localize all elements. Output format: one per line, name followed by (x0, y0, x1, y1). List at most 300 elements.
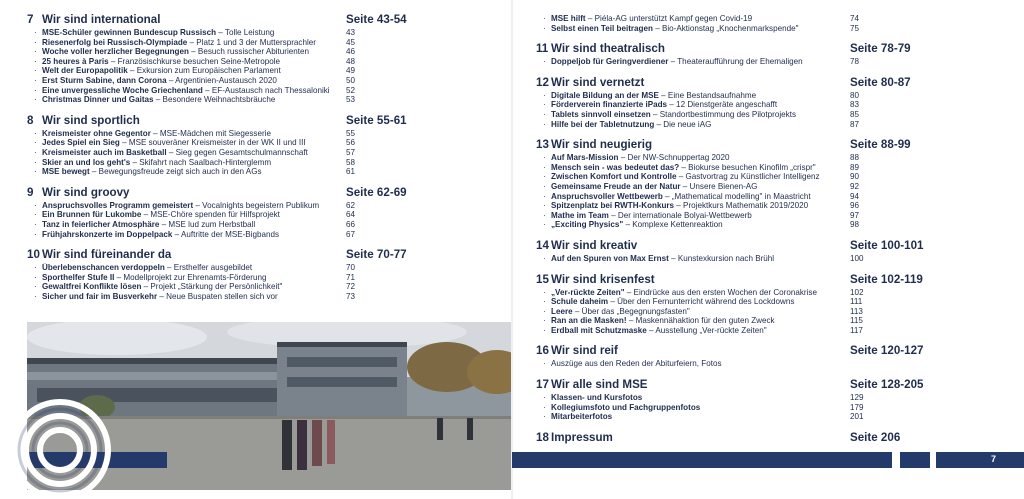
toc-entry[interactable] (536, 91, 916, 101)
entry-page-number: 87 (850, 119, 860, 129)
entry-text (42, 282, 346, 292)
entry-subtitle: – Die neue iAG (654, 119, 712, 129)
entry-title: Doppeljob für Geringverdiener (551, 57, 669, 67)
entry-page-number: 46 (346, 47, 356, 57)
entry-title: Spitzenplatz bei RWTH-Konkurs (551, 201, 675, 211)
entry-title: Woche voller herzlicher Begegnungen (42, 47, 189, 57)
section-pages: Seite 120-127 (850, 344, 924, 358)
toc-section (536, 137, 916, 230)
entry-title: Welt der Europapolitik (42, 66, 128, 76)
entry-page-number: 100 (850, 253, 864, 263)
entry-text (42, 38, 346, 48)
toc-entry[interactable] (536, 110, 916, 120)
entry-page-number: 70 (346, 263, 356, 273)
entry-text (42, 28, 346, 38)
bullet-icon: · (543, 253, 546, 263)
toc-section (27, 247, 412, 301)
bullet-icon: · (34, 263, 37, 273)
section-title: Wir sind neugierig (551, 138, 653, 152)
bullet-icon: · (543, 325, 546, 335)
entry-title: Kollegiumsfoto und Fachgruppenfotos (551, 402, 701, 412)
entry-title: Förderverein finanzierte iPads (551, 100, 668, 110)
bullet-icon: · (543, 359, 546, 369)
toc-entry[interactable] (27, 66, 412, 76)
entry-subtitle: – Ersthelfer ausgebildet (164, 263, 253, 273)
section-number: 10 (27, 248, 40, 262)
entry-page-number: 94 (850, 191, 860, 201)
toc-entry[interactable] (536, 254, 916, 264)
entry-page-number: 83 (850, 100, 860, 110)
bullet-icon: · (34, 210, 37, 220)
bullet-icon: · (543, 90, 546, 100)
entry-title: Digitale Bildung an der MSE (551, 90, 659, 100)
section-number: 16 (536, 344, 549, 358)
entry-title: Eine unvergessliche Woche Griechenland (42, 85, 203, 95)
bullet-icon: · (34, 272, 37, 282)
toc-section (27, 12, 412, 105)
entry-page-number: 102 (850, 287, 864, 297)
section-number: 8 (27, 113, 34, 127)
toc-entry[interactable] (536, 153, 916, 163)
toc-entry[interactable] (536, 403, 916, 413)
bullet-icon: · (34, 138, 37, 148)
entry-subtitle: – Komplexe Kettenreaktion (623, 220, 723, 230)
toc-entry[interactable] (27, 292, 412, 302)
section-heading (536, 41, 916, 57)
right-toc (536, 14, 924, 454)
entry-title: MSE hilft (551, 14, 586, 23)
toc-entry[interactable] (536, 297, 916, 307)
entry-subtitle: – Sieg gegen Gesamtschulmannschaft (166, 147, 308, 157)
entry-page-number: 56 (346, 138, 356, 148)
entry-page-number: 61 (346, 167, 356, 177)
bullet-icon: · (543, 172, 546, 182)
toc-entry[interactable] (27, 210, 412, 220)
entry-text (551, 100, 850, 110)
entry-title: Gewaltfrei Konflikte lösen (42, 282, 142, 292)
footer-bar-folio (936, 452, 1024, 468)
entry-title: MSE bewegt (42, 167, 90, 177)
toc-entry[interactable] (27, 282, 412, 292)
section-heading (27, 247, 412, 263)
section-pages: Seite 80-87 (850, 75, 911, 89)
bullet-icon: · (543, 14, 546, 23)
entry-title: Erst Sturm Sabine, dann Corona (42, 75, 167, 85)
entry-text (42, 167, 346, 177)
toc-entry[interactable] (27, 263, 412, 273)
entry-page-number: 89 (850, 162, 860, 172)
section-pages: Seite 100-101 (850, 238, 924, 252)
entry-text (42, 86, 346, 96)
entry-title: Mathe im Team (551, 210, 609, 220)
bullet-icon: · (34, 28, 37, 37)
section-title: Wir sind krisenfest (551, 272, 655, 286)
entry-title: Auf Mars-Mission (551, 153, 619, 163)
entry-page-number: 117 (850, 325, 863, 335)
entry-page-number: 97 (850, 210, 860, 220)
entry-text (551, 172, 850, 182)
entry-text (551, 220, 850, 230)
section-number: 15 (536, 272, 549, 286)
section-pages: Seite 43-54 (346, 13, 407, 26)
toc-entry[interactable] (536, 24, 916, 34)
section-pages: Seite 88-99 (850, 138, 911, 152)
entry-title: 25 heures à Paris (42, 56, 109, 66)
toc-entry[interactable] (27, 273, 412, 283)
toc-section (536, 272, 923, 336)
section-number: 11 (536, 42, 549, 56)
toc-section (536, 343, 924, 369)
entry-page-number: 111 (850, 297, 863, 307)
entry-title: Frühjahrskonzerte im Doppelpack (42, 229, 173, 239)
entry-page-number: 62 (346, 200, 356, 210)
toc-entry[interactable] (536, 220, 916, 230)
entry-text (551, 192, 850, 202)
entry-subtitle: – Piéla-AG unterstützt Kampf gegen Covid-19 (585, 14, 753, 23)
section-heading (536, 343, 924, 359)
bullet-icon: · (34, 66, 37, 76)
section-heading (536, 377, 924, 393)
toc-entry[interactable] (536, 163, 916, 173)
entry-title: Mensch sein - was bedeutet das? (551, 162, 680, 172)
entry-text (551, 288, 850, 298)
entry-title: Selbst einen Teil beitragen (551, 23, 653, 33)
bullet-icon: · (34, 85, 37, 95)
bullet-icon: · (34, 229, 37, 239)
entry-page-number: 58 (346, 157, 356, 167)
entry-page-number: 49 (346, 66, 356, 76)
right-page (512, 0, 1024, 499)
entry-text (551, 91, 850, 101)
entry-page-number: 57 (346, 147, 356, 157)
entry-title: Auf den Spuren von Max Ernst (551, 253, 669, 263)
entry-subtitle: – Französischkurse besuchen Seine-Metropole (108, 56, 281, 66)
toc-section (27, 113, 412, 177)
entry-subtitle: – Eine Bestandsaufnahme (658, 90, 757, 100)
entry-subtitle: – Ausstellung „Ver-rückte Zeiten" (646, 325, 767, 335)
toc-entry[interactable] (27, 28, 412, 38)
bullet-icon: · (543, 181, 546, 191)
entry-page-number: 78 (850, 57, 860, 67)
entry-title: Tablets sinnvoll einsetzen (551, 109, 651, 119)
section-number: 18 (536, 430, 549, 444)
entry-subtitle: – Platz 1 und 3 der Muttersprachler (187, 37, 316, 47)
bullet-icon: · (34, 282, 37, 292)
entry-text (551, 110, 850, 120)
bullet-icon: · (543, 316, 546, 326)
toc-entry[interactable] (536, 14, 916, 24)
toc-entry[interactable] (536, 307, 916, 317)
entry-subtitle: – Unsere Bienen-AG (680, 181, 758, 191)
bullet-icon: · (543, 191, 546, 201)
bullet-icon: · (34, 200, 37, 210)
entry-subtitle: – Besuch russischer Abiturienten (188, 47, 310, 57)
entry-text (551, 412, 850, 422)
entry-text (42, 263, 346, 273)
entry-subtitle: – Projekt „Stärkung der Persönlichkeit" (141, 282, 283, 292)
entry-page-number: 92 (850, 181, 860, 191)
section-title: Wir sind vernetzt (551, 75, 645, 89)
entry-subtitle: – Theateraufführung der Ehemaligen (668, 57, 803, 67)
entry-subtitle: – Über den Fernunterricht während des Lockdowns (608, 297, 795, 307)
section-heading (536, 238, 924, 254)
bullet-icon: · (543, 57, 546, 67)
entry-page-number: 113 (850, 306, 863, 316)
entry-text (42, 95, 346, 105)
left-toc (27, 12, 412, 309)
toc-entry[interactable] (536, 120, 916, 130)
entry-subtitle: – Tolle Leistung (216, 28, 275, 37)
entry-text (551, 297, 850, 307)
entry-text (551, 201, 850, 211)
toc-entry[interactable] (27, 167, 412, 177)
entry-text (42, 158, 346, 168)
entry-text (551, 307, 850, 317)
entry-text (42, 76, 346, 86)
toc-entry[interactable] (27, 230, 412, 240)
bullet-icon: · (34, 147, 37, 157)
section-heading (536, 137, 916, 153)
entry-page-number: 45 (346, 37, 356, 47)
entry-title: Jedes Spiel ein Sieg (42, 138, 120, 148)
entry-page-number: 90 (850, 172, 860, 182)
toc-entry[interactable] (536, 172, 916, 182)
entry-page-number: 72 (346, 282, 356, 292)
page-number: 7 (990, 454, 996, 464)
toc-entry[interactable] (536, 316, 916, 326)
toc-entry[interactable] (27, 201, 412, 211)
entry-subtitle: – Projektkurs Mathematik 2019/2020 (674, 201, 809, 211)
toc-entry[interactable] (27, 38, 412, 48)
entry-page-number: 64 (346, 210, 356, 220)
footer-bar-segment (900, 452, 930, 468)
section-pages: Seite 62-69 (346, 185, 407, 199)
bullet-icon: · (543, 119, 546, 129)
section-title: Wir alle sind MSE (551, 378, 648, 392)
entry-subtitle: – Bio-Aktionstag „Knochenmarkspende" (652, 23, 799, 33)
entry-subtitle: – Skifahrt nach Saalbach-Hinterglemm (130, 157, 272, 167)
toc-section (536, 377, 924, 422)
toc-entry[interactable] (536, 359, 916, 369)
toc-entry[interactable] (536, 100, 916, 110)
toc-entry[interactable] (536, 393, 916, 403)
entry-title: Christmas Dinner und Gaitas (42, 95, 154, 105)
section-title: Wir sind sportlich (42, 113, 140, 127)
entry-title: Mitarbeiterfotos (551, 412, 613, 422)
toc-entry[interactable] (536, 182, 916, 192)
toc-entry[interactable] (27, 158, 412, 168)
entry-text (42, 220, 346, 230)
entry-subtitle: – Eindrücke aus den ersten Wochen der Coronakrise (624, 287, 817, 297)
section-number: 12 (536, 75, 549, 89)
section-number: 14 (536, 238, 549, 252)
bullet-icon: · (543, 297, 546, 307)
toc-entry[interactable] (536, 326, 916, 336)
entry-title: Tanz in feierlicher Atmosphäre (42, 219, 160, 229)
bullet-icon: · (543, 153, 546, 163)
entry-subtitle: – Bewegungsfreude zeigt sich auch in den AGs (89, 167, 262, 177)
toc-entry[interactable] (536, 201, 916, 211)
entry-title: Hilfe bei der Tabletnutzung (551, 119, 655, 129)
section-pages: Seite 55-61 (346, 113, 407, 127)
entry-text (551, 326, 850, 336)
entry-page-number: 55 (346, 128, 356, 138)
spiral-logo-graphic (0, 390, 120, 499)
entry-text (42, 230, 346, 240)
entry-page-number: 129 (850, 393, 864, 403)
toc-entry[interactable] (27, 76, 412, 86)
section-pages: Seite 70-77 (346, 248, 407, 262)
section-heading (536, 272, 923, 288)
section-number: 13 (536, 138, 549, 152)
entry-text (551, 163, 850, 173)
entry-title: Leere (551, 306, 573, 316)
bullet-icon: · (34, 291, 37, 301)
entry-subtitle: – Biokurse besuchen Kinofilm „crispr" (679, 162, 816, 172)
entry-text (551, 254, 850, 264)
entry-subtitle: Auszüge aus den Reden der Abiturfeiern, Fotos (551, 359, 722, 369)
entry-title: „Ver-rückte Zeiten" (551, 287, 625, 297)
entry-text (551, 57, 850, 67)
entry-text (551, 120, 850, 130)
entry-page-number: 75 (850, 23, 860, 33)
section-title: Wir sind international (42, 13, 161, 26)
entry-text (42, 148, 346, 158)
bullet-icon: · (543, 220, 546, 230)
toc-section (536, 75, 916, 129)
entry-text (42, 129, 346, 139)
toc-entry[interactable] (27, 95, 412, 105)
entry-title: Anspruchsvolles Programm gemeistert (42, 200, 194, 210)
entry-title: MSE-Schüler gewinnen Bundescup Russisch (42, 28, 217, 37)
toc-section (536, 41, 916, 67)
entry-subtitle: – Kunstexkursion nach Brühl (668, 253, 775, 263)
entry-subtitle: – Der NW-Schnuppertag 2020 (618, 153, 730, 163)
entry-page-number: 179 (850, 402, 864, 412)
bullet-icon: · (34, 56, 37, 66)
entry-text (551, 359, 850, 369)
entry-title: Kreismeister auch im Basketball (42, 147, 167, 157)
entry-page-number: 115 (850, 316, 863, 326)
bullet-icon: · (543, 162, 546, 172)
entry-subtitle: – Gastvortrag zu Künstlicher Intelligenz (676, 172, 820, 182)
toc-entry[interactable] (27, 129, 412, 139)
entry-page-number: 48 (346, 56, 356, 66)
entry-subtitle: – MSE-Mädchen mit Siegesserie (150, 128, 271, 138)
entry-page-number: 85 (850, 109, 860, 119)
bullet-icon: · (543, 287, 546, 297)
toc-entry[interactable] (536, 288, 916, 298)
entry-title: Überlebenschancen verdoppeln (42, 263, 165, 273)
section-title: Wir sind reif (551, 344, 618, 358)
section-title: Wir sind kreativ (551, 238, 638, 252)
entry-subtitle: – Modellprojekt zur Ehrenamts-Förderung (114, 272, 267, 282)
entry-title: Ran an die Masken! (551, 316, 627, 326)
entry-title: Zwischen Komfort und Kontrolle (551, 172, 677, 182)
bullet-icon: · (34, 128, 37, 138)
entry-text (42, 47, 346, 57)
toc-entry[interactable] (27, 138, 412, 148)
entry-text (551, 182, 850, 192)
section-number: 17 (536, 378, 549, 392)
entry-subtitle: – MSE lud zum Herbstball (159, 219, 256, 229)
toc-entry[interactable] (536, 412, 916, 422)
bullet-icon: · (543, 393, 546, 403)
entry-subtitle: – MSE-Chöre spenden für Hilfsprojekt (141, 210, 280, 220)
bullet-icon: · (34, 37, 37, 47)
toc-entry[interactable] (27, 148, 412, 158)
entry-text (551, 403, 850, 413)
entry-text (42, 210, 346, 220)
bullet-icon: · (34, 157, 37, 167)
toc-section (536, 430, 916, 446)
toc-entry[interactable] (27, 220, 412, 230)
entry-page-number: 88 (850, 153, 860, 163)
entry-subtitle: – Auftritte der MSE-Bigbands (172, 229, 280, 239)
section-pages: Seite 128-205 (850, 378, 924, 392)
entry-text (42, 66, 346, 76)
bullet-icon: · (34, 75, 37, 85)
entry-title: „Exciting Physics" (551, 220, 624, 230)
entry-page-number: 80 (850, 90, 860, 100)
entry-subtitle: – 12 Dienstgeräte angeschafft (667, 100, 778, 110)
bullet-icon: · (543, 201, 546, 211)
entry-text (551, 393, 850, 403)
section-pages: Seite 102-119 (850, 272, 923, 286)
section-pages: Seite 206 (850, 430, 901, 444)
entry-page-number: 201 (850, 412, 864, 422)
bullet-icon: · (543, 23, 546, 33)
entry-title: Ein Brunnen für Lukombe (42, 210, 142, 220)
toc-entry[interactable] (27, 57, 412, 67)
toc-entry[interactable] (536, 211, 916, 221)
entry-title: Erdball mit Schutzmaske (551, 325, 647, 335)
toc-section (536, 14, 916, 33)
entry-title: Sporthelfer Stufe II (42, 272, 115, 282)
entry-title: Skier an und los geht's (42, 157, 131, 167)
entry-text (551, 14, 850, 24)
entry-page-number (850, 359, 916, 369)
toc-section (536, 238, 924, 264)
entry-page-number: 66 (346, 219, 356, 229)
entry-title: Anspruchsvoller Wettbewerb (551, 191, 663, 201)
entry-page-number: 71 (346, 272, 356, 282)
bullet-icon: · (34, 219, 37, 229)
entry-page-number: 98 (850, 220, 860, 230)
bullet-icon: · (543, 109, 546, 119)
entry-subtitle: – EF-Austausch nach Thessaloniki (202, 85, 330, 95)
entry-title: Sicher und fair im Busverkehr (42, 291, 158, 301)
section-heading (27, 12, 412, 28)
section-number: 9 (27, 185, 34, 199)
toc-entry[interactable] (536, 192, 916, 202)
entry-text (551, 153, 850, 163)
section-heading (536, 430, 916, 446)
toc-entry[interactable] (27, 47, 412, 57)
section-heading (536, 75, 916, 91)
entry-page-number: 74 (850, 14, 860, 23)
section-title: Wir sind groovy (42, 185, 130, 199)
toc-entry[interactable] (536, 57, 916, 67)
section-title: Wir sind füreinander da (42, 248, 172, 262)
entry-subtitle: – Über das „Begegnungsfasten" (572, 306, 690, 316)
entry-text (551, 24, 850, 34)
entry-page-number: 67 (346, 229, 356, 239)
bullet-icon: · (543, 100, 546, 110)
entry-text (42, 138, 346, 148)
section-title: Wir sind theatralisch (551, 42, 665, 56)
toc-entry[interactable] (27, 86, 412, 96)
